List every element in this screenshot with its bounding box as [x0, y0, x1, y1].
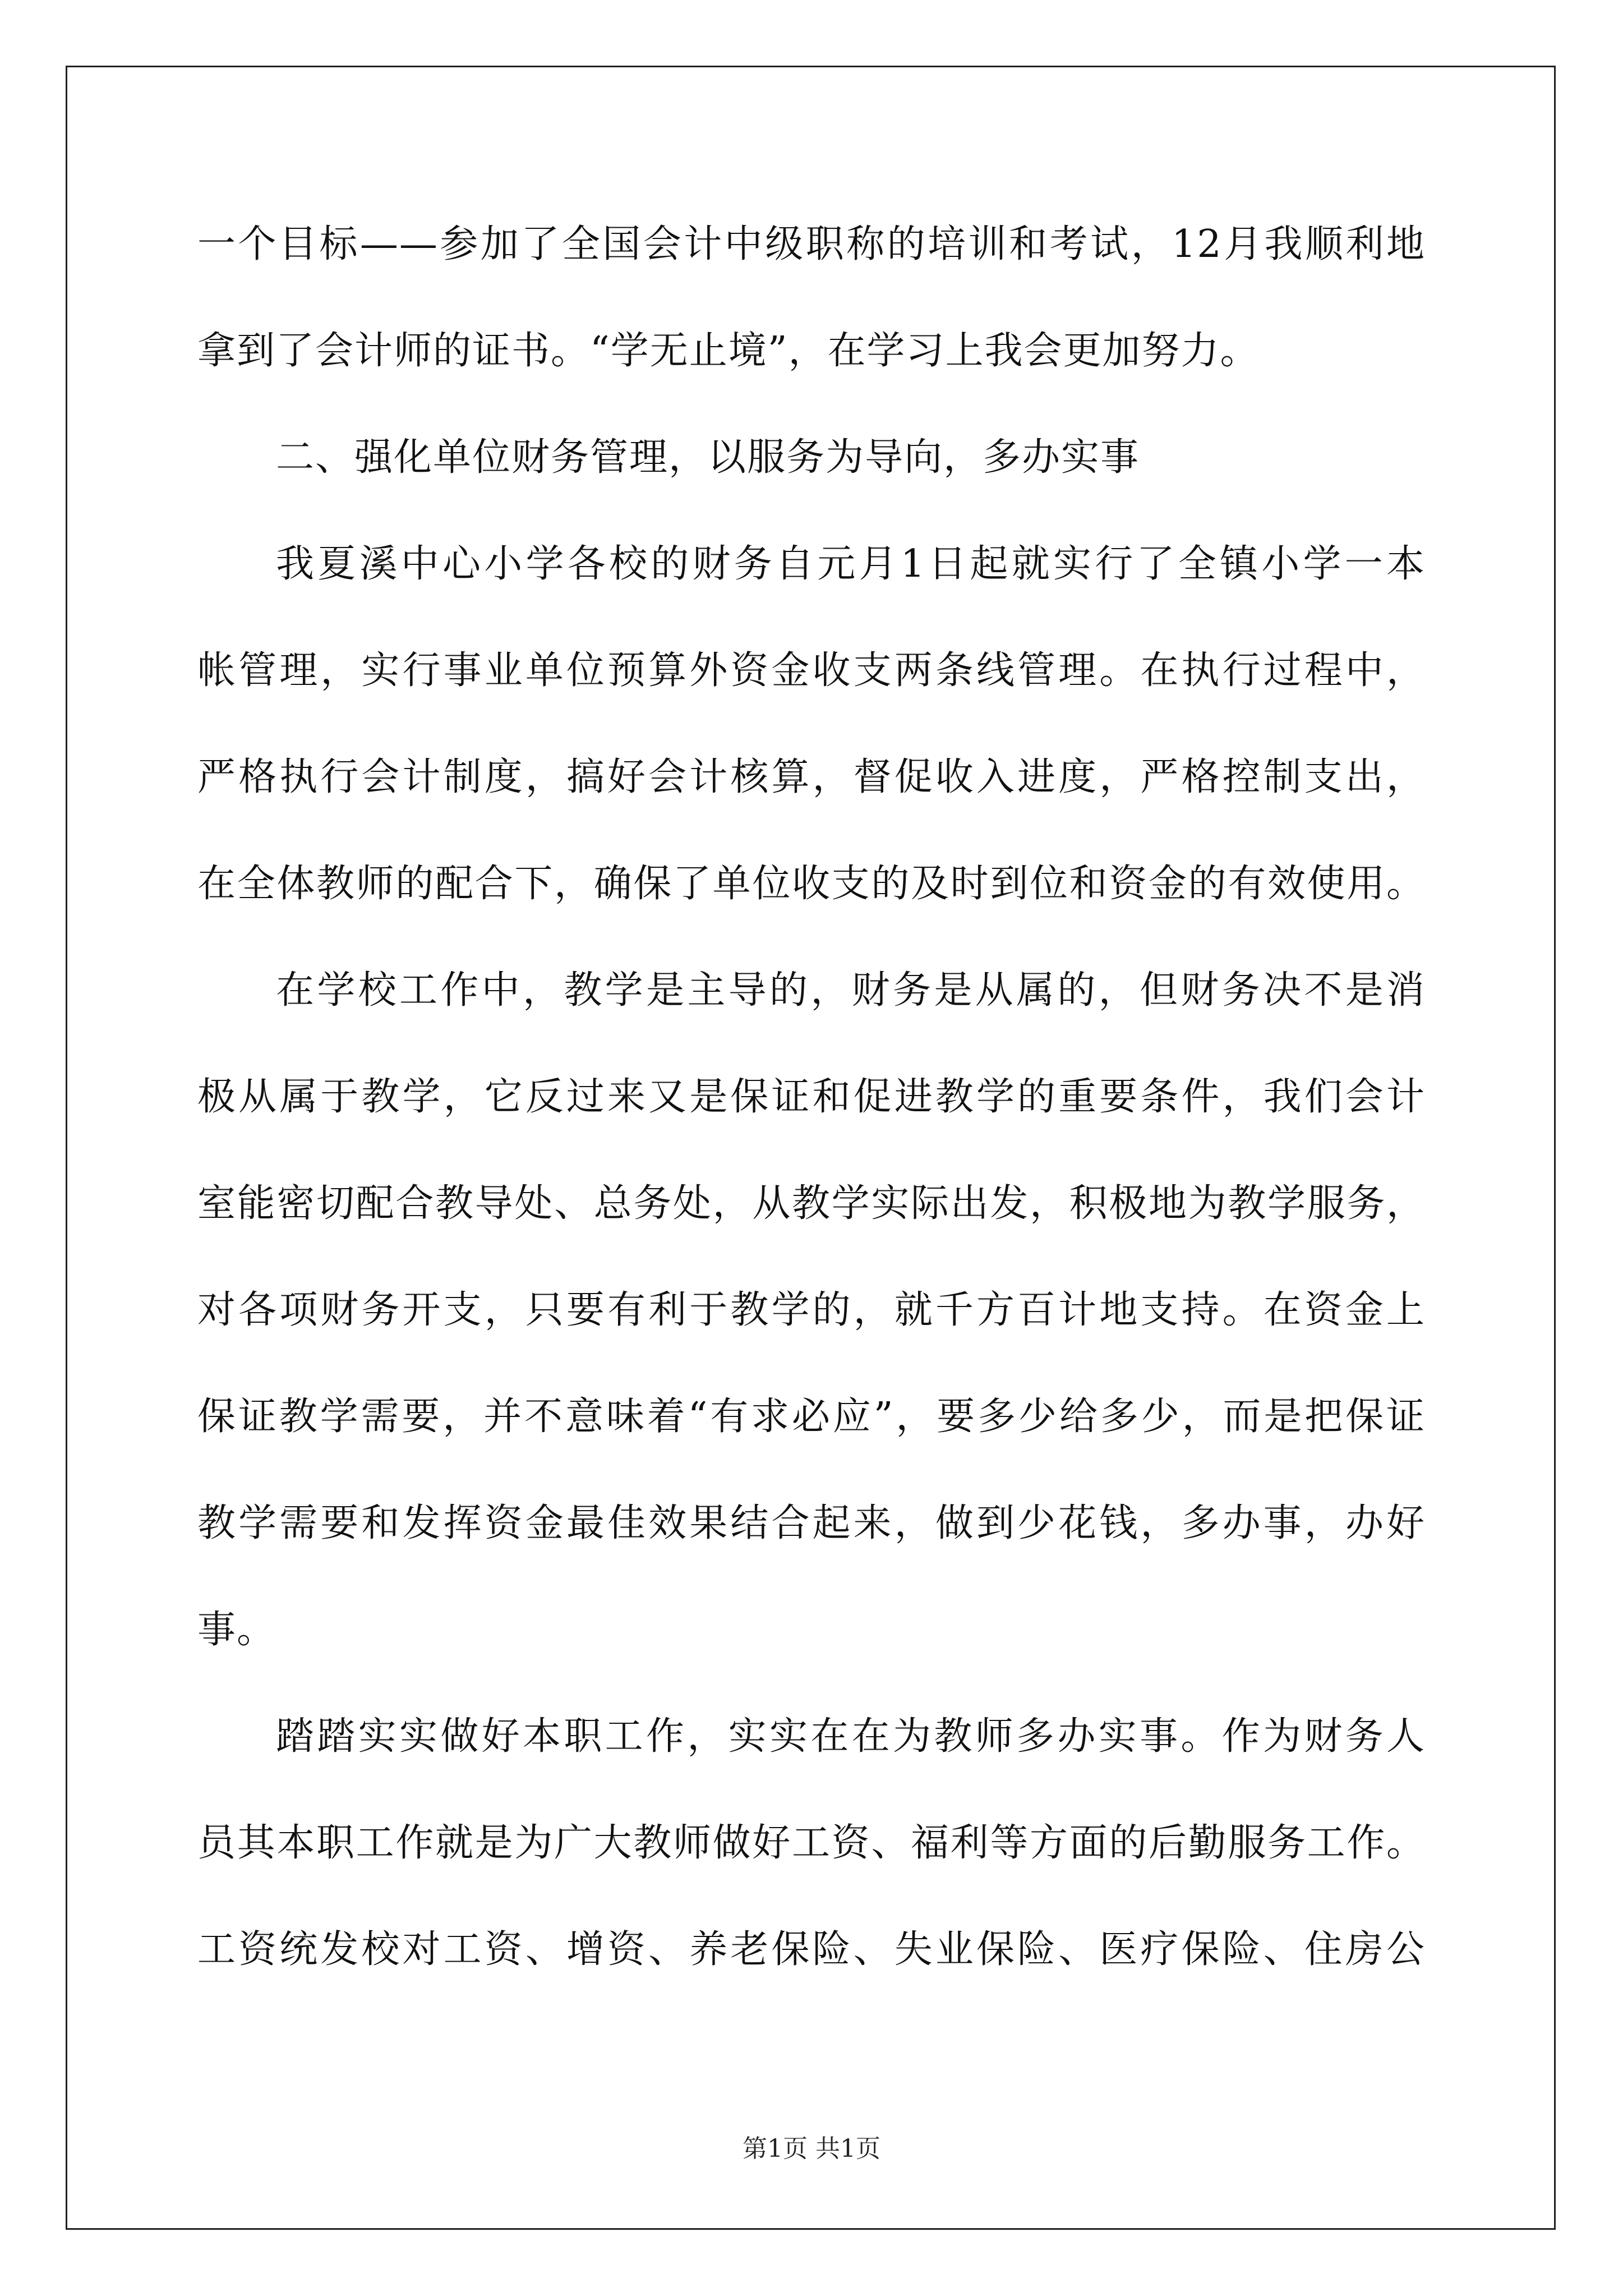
text-line: 对各项财务开支，只要有利于教学的，就千方百计地支持。在资金上 — [197, 1288, 1426, 1332]
text-line: 在学校工作中，教学是主导的，财务是从属的，但财务决不是消 — [276, 968, 1426, 1013]
page-footer: 第1页 共1页 — [743, 2134, 880, 2163]
text-line: 一个目标——参加了全国会计中级职称的培训和考试，12月我顺利地 — [197, 222, 1426, 266]
text-line: 踏踏实实做好本职工作，实实在在为教师多办实事。作为财务人 — [276, 1714, 1426, 1759]
section-heading: 二、强化单位财务管理，以服务为导向，多办实事 — [276, 435, 1140, 480]
text-line: 在全体教师的配合下，确保了单位收支的及时到位和资金的有效使用。 — [197, 862, 1426, 906]
text-line: 事。 — [197, 1608, 276, 1652]
text-line: 室能密切配合教导处、总务处，从教学实际出发，积极地为教学服务， — [197, 1181, 1426, 1226]
text-line: 我夏溪中心小学各校的财务自元月1日起就实行了全镇小学一本 — [276, 542, 1426, 586]
text-line: 严格执行会计制度，搞好会计核算，督促收入进度，严格控制支出， — [197, 755, 1426, 799]
text-line: 工资统发校对工资、增资、养老保险、失业保险、医疗保险、住房公 — [197, 1927, 1426, 1972]
text-line: 员其本职工作就是为广大教师做好工资、福利等方面的后勤服务工作。 — [197, 1821, 1426, 1865]
text-line: 教学需要和发挥资金最佳效果结合起来，做到少花钱，多办事，办好 — [197, 1501, 1426, 1545]
text-line: 拿到了会计师的证书。“学无止境”，在学习上我会更加努力。 — [197, 329, 1260, 373]
document-body — [197, 213, 1426, 2025]
text-line: 帐管理，实行事业单位预算外资金收支两条线管理。在执行过程中， — [197, 648, 1426, 693]
text-line: 极从属于教学，它反过来又是保证和促进教学的重要条件，我们会计 — [197, 1075, 1426, 1119]
text-line: 保证教学需要，并不意味着“有求必应”，要多少给多少，而是把保证 — [197, 1395, 1426, 1439]
